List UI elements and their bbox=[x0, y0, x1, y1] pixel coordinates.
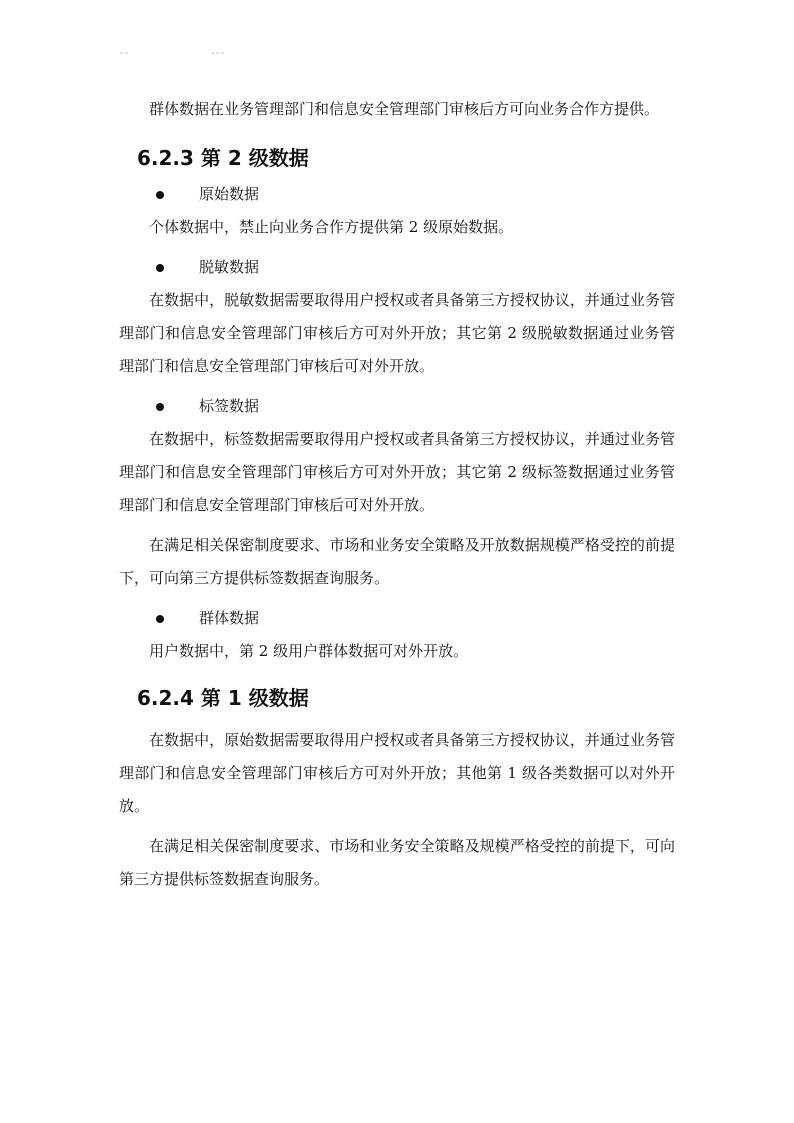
bullet-dot-icon bbox=[156, 191, 164, 199]
header-marks bbox=[120, 48, 225, 59]
tag-data-query-paragraph: 在满足相关保密制度要求、市场和业务安全策略及开放数据规模严格受控的前提下，可向第三方提供标签数据查询服务。 bbox=[119, 536, 675, 587]
level1-paragraph: 在数据中，原始数据需要取得用户授权或者具备第三方授权协议，并通过业务管理部门和信息安全管理部门审核后方可对外开放；其他第 1 级各类数据可以对外开放。 bbox=[119, 731, 675, 815]
document-body bbox=[119, 93, 675, 896]
bullet-label: 标签数据 bbox=[199, 397, 260, 415]
bullet-dot-icon bbox=[156, 615, 164, 623]
intro-paragraph: 群体数据在业务管理部门和信息安全管理部门审核后方可向业务合作方提供。 bbox=[149, 100, 660, 118]
bullet-label: 脱敏数据 bbox=[199, 258, 260, 276]
bullet-label: 群体数据 bbox=[199, 609, 260, 627]
header-mark-left: -- bbox=[120, 48, 130, 59]
tag-data-paragraph: 在数据中，标签数据需要取得用户授权或者具备第三方授权协议，并通过业务管理部门和信息安全管理部门审核后方可对外开放；其它第 2 级标签数据通过业务管理部门和信息安全管理部门审核后可对外开放。 bbox=[119, 430, 675, 514]
bullet-item-raw-data bbox=[119, 178, 675, 211]
section-624-heading: 6.2.4 第 1 级数据 bbox=[137, 686, 309, 710]
bullet-item-tag-data bbox=[119, 390, 675, 423]
header-mark-right: --- bbox=[211, 48, 226, 59]
group-data-paragraph: 用户数据中，第 2 级用户群体数据可对外开放。 bbox=[149, 642, 469, 660]
section-623-heading: 6.2.3 第 2 级数据 bbox=[137, 146, 309, 170]
bullet-dot-icon bbox=[156, 403, 164, 411]
bullet-item-group-data bbox=[119, 602, 675, 635]
raw-data-paragraph: 个体数据中，禁止向业务合作方提供第 2 级原始数据。 bbox=[149, 218, 514, 236]
bullet-dot-icon bbox=[156, 264, 164, 272]
level1-query-paragraph: 在满足相关保密制度要求、市场和业务安全策略及规模严格受控的前提下，可向第三方提供标签数据查询服务。 bbox=[119, 837, 675, 888]
masked-data-paragraph: 在数据中，脱敏数据需要取得用户授权或者具备第三方授权协议，并通过业务管理部门和信息安全管理部门审核后方可对外开放；其它第 2 级脱敏数据通过业务管理部门和信息安全管理部门审核后可对外开放。 bbox=[119, 291, 675, 375]
bullet-item-masked-data bbox=[119, 251, 675, 284]
bullet-label: 原始数据 bbox=[199, 185, 260, 203]
